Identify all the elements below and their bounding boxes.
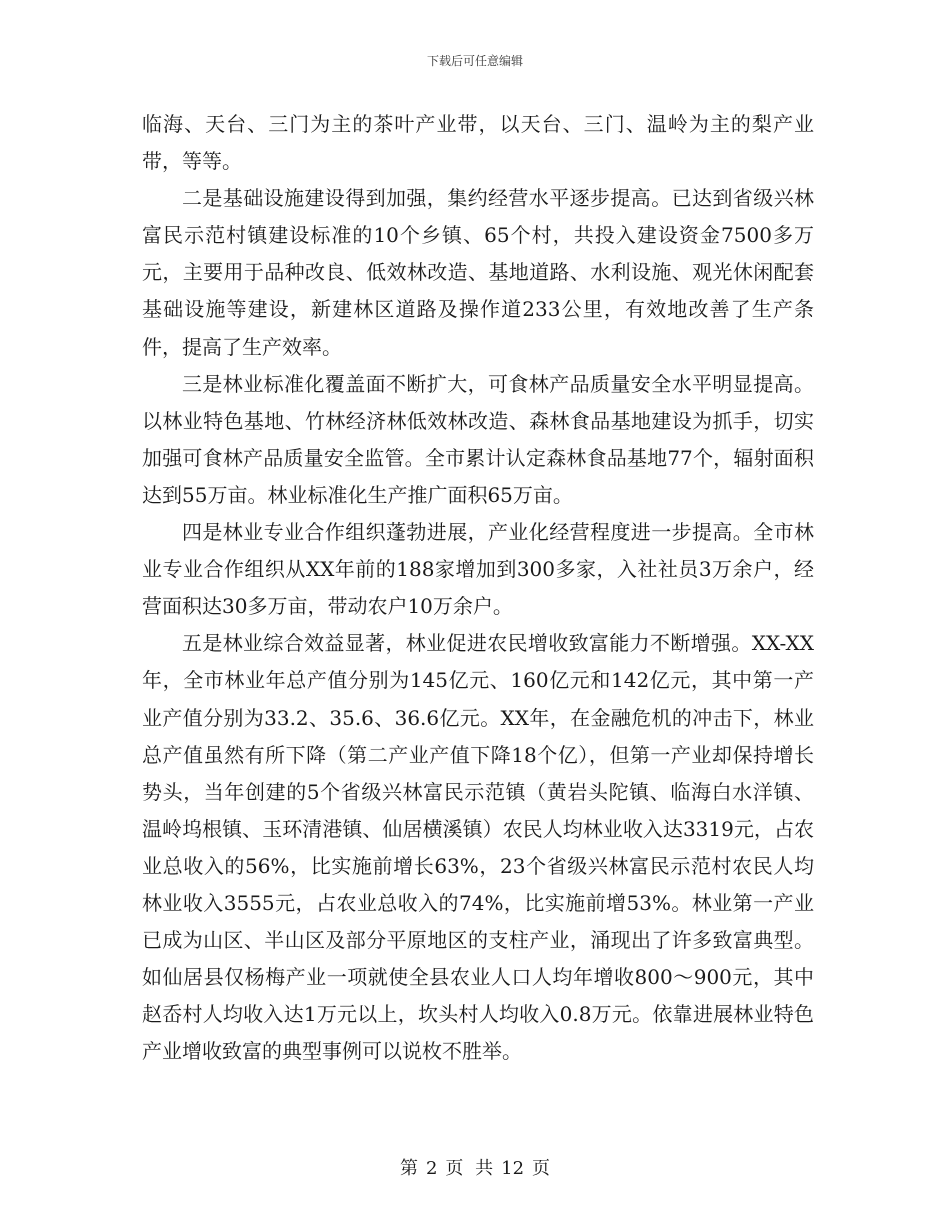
- page-header: 下载后可任意编辑: [426, 54, 523, 68]
- footer-middle: 页 共: [445, 1158, 494, 1179]
- footer-total-pages: 12: [501, 1158, 525, 1179]
- paragraph-2: 二是基础设施建设得到加强，集约经营水平逐步提高。已达到省级兴林富民示范村镇建设标准的10个乡镇、65个村，共投入建设资金7500多万元，主要用于品种改良、低效林改造、基地道路、水利设施、观光休闲配套基础设施等建设，新建林区道路及操作道233公里，有效地改善了生产条件，提高了生产效率。: [142, 186, 814, 359]
- footer-suffix: 页: [532, 1158, 551, 1179]
- footer-prefix: 第: [399, 1158, 418, 1179]
- paragraph-1: 临海、天台、三门为主的茶叶产业带，以天台、三门、温岭为主的梨产业带，等等。: [142, 112, 814, 174]
- footer-page-number: 2: [425, 1158, 438, 1179]
- document-body: [142, 106, 814, 1070]
- page-footer: [0, 1154, 950, 1180]
- paragraph-3: 三是林业标准化覆盖面不断扩大，可食林产品质量安全水平明显提高。以林业特色基地、竹林经济林低效林改造、森林食品基地建设为抓手，切实加强可食林产品质量安全监管。全市累计认定森林食品基地77个，辐射面积达到55万亩。林业标准化生产推广面积65万亩。: [142, 371, 814, 507]
- paragraph-4: 四是林业专业合作组织蓬勃进展，产业化经营程度进一步提高。全市林业专业合作组织从XX年前的188家增加到300多家，入社社员3万余户，经营面积达30多万亩，带动农户10万余户。: [142, 520, 814, 619]
- paragraph-5: 五是林业综合效益显著，林业促进农民增收致富能力不断增强。XX-XX年，全市林业年总产值分别为145亿元、160亿元和142亿元，其中第一产业产值分别为33.2、35.6、36.6亿元。XX年，在金融危机的冲击下，林业总产值虽然有所下降（第二产业产值下降18个亿），但第一产业却保持增长势头，当年创建的5个省级兴林富民示范镇（黄岩头陀镇、临海白水洋镇、温岭坞根镇、玉环清港镇、仙居横溪镇）农民人均林业收入达3319元，占农业总收入的56%，比实施前增长63%，23个省级兴林富民示范村农民人均林业收入3555元，占农业总收入的74%，比实施前增53%。林业第一产业已成为山区、半山区及部分平原地区的支柱产业，涌现出了许多致富典型。如仙居县仅杨梅产业一项就使全县农业人口人均年增收800～900元，其中赵岙村人均收入达1万元以上，坎头村人均收入0.8万元。依靠进展林业特色产业增收致富的典型事例可以说枚不胜举。: [142, 631, 814, 1064]
